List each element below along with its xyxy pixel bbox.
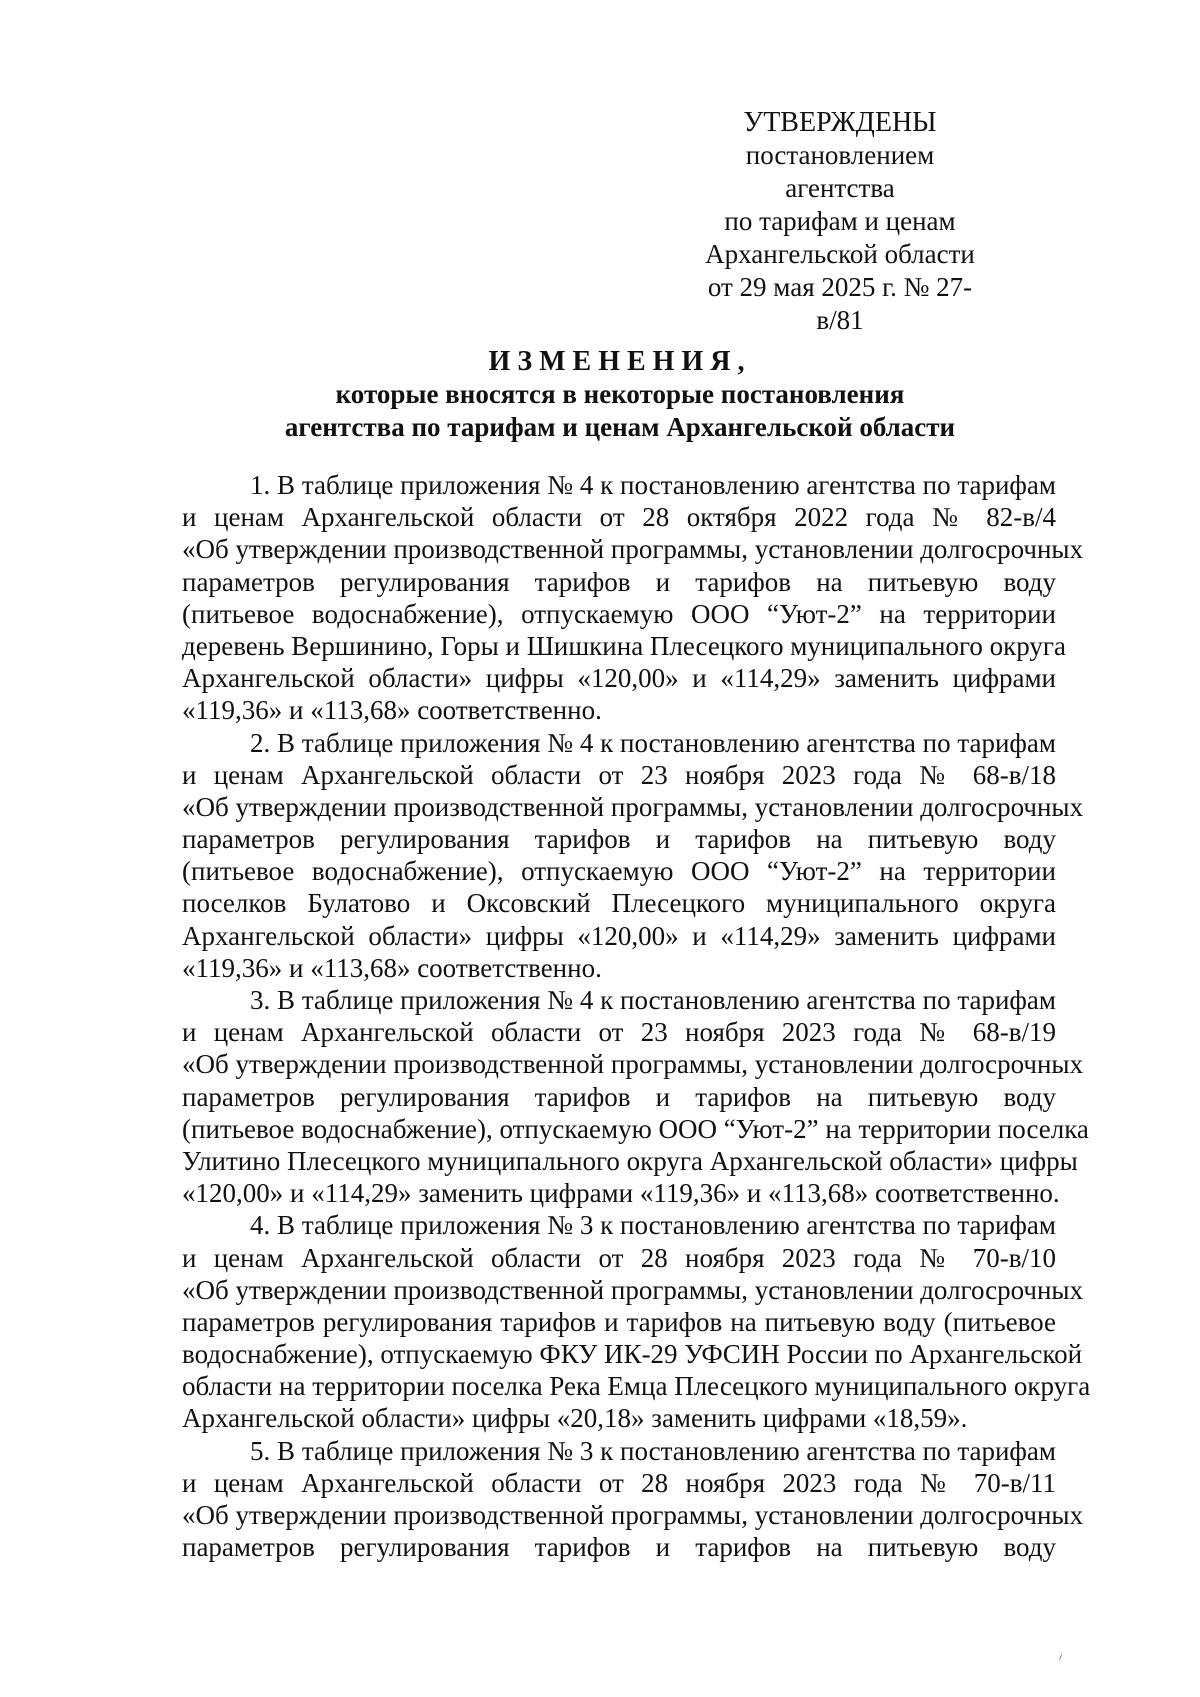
paragraph-5 [182, 1435, 1084, 1564]
paragraph-line: 5. В таблице приложения № 3 к постановлению агентства по тарифам [250, 1435, 1056, 1466]
paragraph-2 [182, 727, 1084, 985]
paragraph-line: деревень Вершинино, Горы и Шишкина Плесецкого муниципального округа [182, 630, 1066, 661]
paragraph-line: Архангельской области» цифры «20,18» заменить цифрами «18,59». [182, 1403, 968, 1434]
approval-stamp [690, 106, 990, 337]
paragraph-line: 2. В таблице приложения № 4 к постановлению агентства по тарифам [250, 727, 1056, 758]
paragraph-line: водоснабжение), отпускаемую ФКУ ИК-29 УФСИН России по Архангельской [182, 1339, 1083, 1370]
document-title-block [180, 345, 1060, 444]
paragraph-line: (питьевое водоснабжение), отпускаемую ООО “Уют-2” на территории [182, 856, 1056, 887]
approval-line: постановлением агентства [745, 140, 935, 203]
document-body [182, 469, 1091, 1563]
paragraph-line: (питьевое водоснабжение), отпускаемую ООО “Уют-2” на территории поселка [182, 1113, 1089, 1144]
paragraph-line: «119,36» и «113,68» соответственно. [182, 952, 602, 983]
paragraph-line: и ценам Архангельской области от 23 ноября 2023 года № 68-в/18 [182, 759, 1056, 790]
document-title: ИЗМЕНЕНИЯ, [488, 346, 752, 377]
paragraph-line: параметров регулирования тарифов и тарифов на питьевую воду [182, 824, 1056, 855]
paragraph-line: 4. В таблице приложения № 3 к постановлению агентства по тарифам [250, 1210, 1056, 1241]
paragraph-3 [182, 984, 1089, 1209]
paragraph-line: Улитино Плесецкого муниципального округа Архангельской области» цифры [182, 1145, 1078, 1176]
paragraph-line: «119,36» и «113,68» соответственно. [182, 695, 602, 726]
paragraph-line: Архангельской области» цифры «120,00» и «114,29» заменить цифрами [182, 663, 1056, 694]
paragraph-line: и ценам Архангельской области от 28 ноября 2023 года № 70-в/11 [182, 1467, 1056, 1498]
paragraph-line: 3. В таблице приложения № 4 к постановлению агентства по тарифам [250, 985, 1056, 1015]
approval-heading: УТВЕРЖДЕНЫ [743, 107, 937, 138]
paragraph-line: (питьевое водоснабжение), отпускаемую ООО “Уют-2” на территории [182, 598, 1056, 629]
paragraph-4 [182, 1209, 1091, 1434]
approval-line: по тарифам и ценам [724, 206, 956, 236]
paragraph-line: «120,00» и «114,29» заменить цифрами «119,36» и «113,68» соответственно. [182, 1178, 1060, 1209]
approval-line: Архангельской области [705, 239, 975, 269]
paragraph-line: параметров регулирования тарифов и тарифов на питьевую воду (питьевое [182, 1306, 1056, 1337]
paragraph-line: и ценам Архангельской области от 23 ноября 2023 года № 68-в/19 [182, 1017, 1056, 1048]
document-subtitle: агентства по тарифам и ценам Архангельской области [284, 412, 956, 442]
paragraph-line: «Об утверждении производственной программы, установлении долгосрочных [182, 534, 1084, 565]
paragraph-line: «Об утверждении производственной программы, установлении долгосрочных [182, 1049, 1084, 1080]
paragraph-line: поселков Булатово и Оксовский Плесецкого муниципального округа [182, 888, 1056, 919]
paragraph-line: «Об утверждении производственной программы, установлении долгосрочных [182, 1274, 1084, 1305]
paragraph-line: и ценам Архангельской области от 28 октября 2022 года № 82-в/4 [182, 502, 1056, 533]
paragraph-line: параметров регулирования тарифов и тарифов на питьевую воду [182, 1532, 1056, 1563]
approval-line: от 29 мая 2025 г. № 27-в/81 [707, 272, 973, 335]
paragraph-line: Архангельской области» цифры «120,00» и «114,29» заменить цифрами [182, 920, 1056, 951]
paragraph-line: «Об утверждении производственной программы, установлении долгосрочных [182, 791, 1084, 822]
paragraph-line: «Об утверждении производственной программы, установлении долгосрочных [182, 1500, 1084, 1530]
paragraph-line: 1. В таблице приложения № 4 к постановлению агентства по тарифам [250, 470, 1056, 500]
document-subtitle: которые вносятся в некоторые постановления [335, 379, 905, 409]
paragraph-1 [182, 469, 1084, 727]
paragraph-line: и ценам Архангельской области от 28 ноября 2023 года № 70-в/10 [182, 1242, 1056, 1273]
paragraph-line: области на территории поселка Река Емца Плесецкого муниципального округа [182, 1371, 1091, 1402]
scan-mark [1059, 1654, 1066, 1661]
paragraph-line: параметров регулирования тарифов и тарифов на питьевую воду [182, 566, 1056, 597]
paragraph-line: параметров регулирования тарифов и тарифов на питьевую воду [182, 1081, 1056, 1112]
